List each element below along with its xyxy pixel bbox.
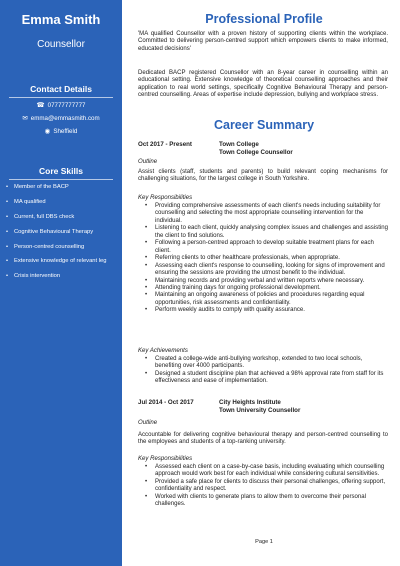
map-pin-icon: ◉: [44, 128, 51, 135]
responsibilities-label: Key Responsibilities: [138, 195, 193, 201]
sidebar: [0, 0, 122, 566]
outline-label: Outline: [138, 420, 158, 426]
career-heading: Career Summary: [213, 118, 315, 132]
skill-item: • Person-centred counselling: [6, 244, 118, 252]
skill-item: • Crisis intervention: [6, 273, 118, 281]
outline-label: Outline: [138, 159, 158, 165]
achievements-label: Key Achievements: [138, 348, 188, 354]
contact-heading: Contact Details: [30, 84, 92, 94]
profile-summary: 'MA qualified Counsellor with a proven history of supporting clients within the workplace. Committed to delivering person-centred support which empowers clients to make informed, educated decisions': [138, 31, 388, 52]
list-item: • Maintaining an ongoing awareness of policies and procedures regarding equal opportunities, risk assessments and confidentiality.: [138, 292, 388, 307]
page-number: Page 1: [255, 539, 273, 545]
contact-divider: [9, 97, 113, 98]
list-item: • Assessing each client's response to counselling, looking for signs of improvement and ensuring the sessions are providing the utmost benefit to the individual.: [138, 263, 388, 278]
list-item: • Attending training days for ongoing professional development.: [138, 285, 388, 292]
list-item: • Following a person-centred approach to develop suitable treatment plans for each client.: [138, 240, 388, 255]
job-title: Town University Counsellor: [219, 407, 301, 414]
achievements-list: [138, 356, 388, 386]
list-item: • Worked with clients to generate plans to allow them to overcome their personal challenges.: [138, 494, 388, 509]
list-item: • Listening to each client, quickly analysing complex issues and challenges and assisting the client to find solutions.: [138, 225, 388, 240]
skills-heading: Core Skills: [39, 166, 83, 176]
skill-item: • Cognitive Behavioural Therapy: [6, 229, 118, 237]
skill-item: • MA qualified: [6, 199, 118, 207]
job-header: [138, 399, 388, 417]
job-outline: Accountable for delivering cognitive behavioural therapy and person-centred counselling to the employees and students of a top-ranking university.: [138, 432, 388, 446]
phone-number[interactable]: 07777777777: [47, 102, 86, 109]
email-icon: ✉: [22, 115, 28, 122]
email-line: [0, 115, 122, 123]
skills-list: [6, 184, 118, 288]
list-item: • Maintaining records and providing verbal and written reports where necessary.: [138, 278, 388, 285]
list-item: • Provided a safe place for clients to discuss their personal challenges, offering support, confidentiality and respect.: [138, 479, 388, 494]
job-title: Town College Counsellor: [219, 149, 293, 156]
candidate-name: Emma Smith: [21, 12, 101, 27]
list-item: • Providing comprehensive assessments of each client's needs including suitability for counselling and selecting the most appropriate counselling intervention for the individual.: [138, 203, 388, 225]
job-employer: Town College: [219, 141, 259, 148]
list-item: • Created a college-wide anti-bullying workshop, extended to two local schools, benefiting over 4000 participants.: [138, 356, 388, 371]
skill-item: • Member of the BACP: [6, 184, 118, 192]
candidate-role: Counsellor: [37, 39, 85, 50]
job-header: [138, 141, 388, 159]
phone-line: [0, 102, 122, 110]
location-text: Sheffield: [53, 128, 78, 135]
location-line: [0, 128, 122, 136]
job-dates: Jul 2014 - Oct 2017: [138, 399, 194, 406]
skill-item: • Current, full DBS check: [6, 214, 118, 222]
job-employer: City Heights Institute: [219, 399, 281, 406]
skills-divider: [9, 179, 113, 180]
skill-item: • Extensive knowledge of relevant leg: [6, 258, 118, 266]
profile-heading: Professional Profile: [205, 12, 323, 26]
phone-icon: ☎: [36, 102, 45, 109]
responsibilities-label: Key Responsibilities: [138, 456, 193, 462]
list-item: • Designed a student discipline plan that achieved a 98% approval rate from staff for its effectiveness and ease of implementation.: [138, 371, 388, 386]
job-outline: Assist clients (staff, students and parents) to build relevant coping mechanisms for challenging situations, for the largest college in South Yorkshire.: [138, 169, 388, 183]
email-address[interactable]: emma@emmasmith.com: [30, 115, 100, 122]
list-item: • Referring clients to other healthcare professionals, when appropriate.: [138, 255, 388, 262]
list-item: • Assessed each client on a case-by-case basis, including evaluating which counselling approach would work best for each individual while considering cultural sensitivities.: [138, 464, 388, 479]
profile-detail: Dedicated BACP registered Counsellor with an 8-year career in counselling within an educational setting. Extensive knowledge of theoretical counselling approaches and their application to real world settings, specifically Cognitive Behavioural Therapy and person-centred counselling. Areas of expertise include depression, bullying and workplace stress.: [138, 70, 388, 99]
responsibilities-list: [138, 464, 388, 509]
responsibilities-list: [138, 203, 388, 315]
job-dates: Oct 2017 - Present: [138, 141, 192, 148]
list-item: • Perform weekly audits to comply with quality assurance.: [138, 307, 388, 314]
